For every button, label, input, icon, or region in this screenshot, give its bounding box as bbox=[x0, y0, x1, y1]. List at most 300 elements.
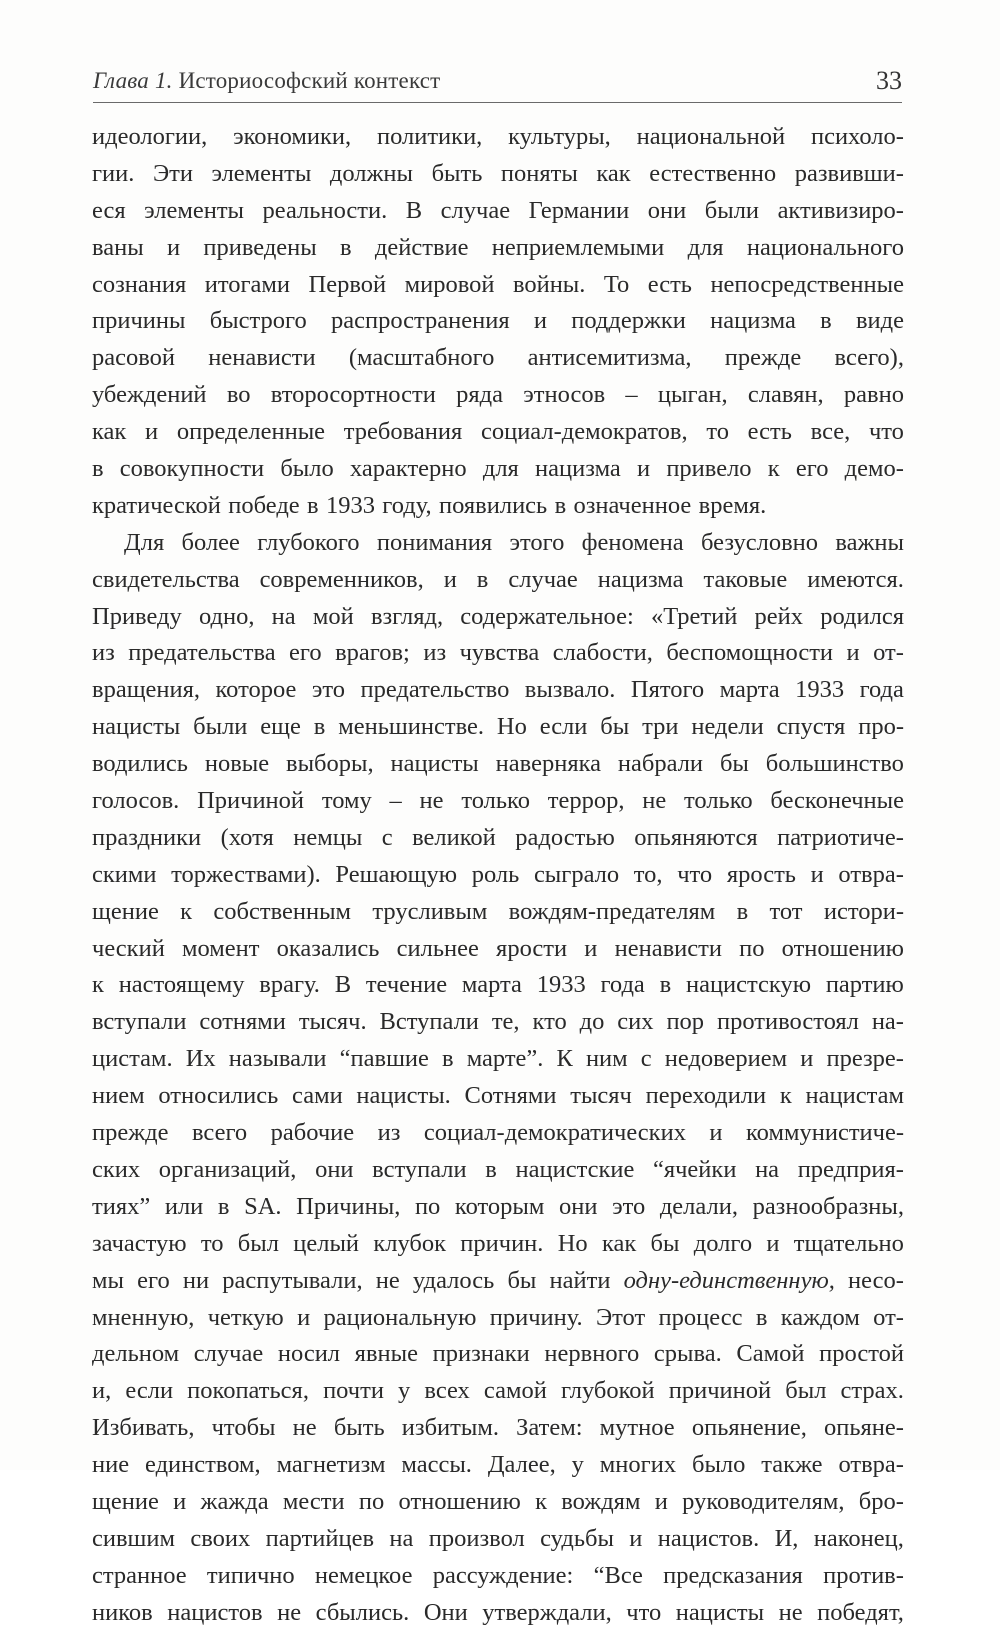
word: трусливым bbox=[372, 897, 488, 925]
word: нацисты bbox=[675, 1598, 765, 1626]
word: отвра- bbox=[838, 860, 904, 888]
word: сами bbox=[292, 1082, 343, 1110]
word: национального bbox=[746, 233, 904, 261]
word: они bbox=[558, 1192, 598, 1220]
word: в bbox=[217, 1192, 230, 1220]
word: патриотиче- bbox=[777, 823, 904, 851]
word: тиях” bbox=[92, 1192, 151, 1220]
word: типично bbox=[206, 1561, 295, 1589]
word: оказались bbox=[276, 934, 380, 962]
word: элементы bbox=[211, 159, 312, 187]
word: нацисты. bbox=[356, 1082, 451, 1110]
word: разнообразны, bbox=[752, 1192, 904, 1220]
word: партию bbox=[825, 971, 904, 999]
word: Вступали bbox=[379, 1008, 479, 1036]
word: по bbox=[739, 934, 765, 962]
word: активизиро- bbox=[777, 196, 904, 224]
word: и bbox=[709, 1119, 723, 1147]
word: Самой bbox=[736, 1340, 805, 1368]
word: не bbox=[642, 787, 667, 815]
word: цыган, bbox=[657, 381, 728, 409]
word: и bbox=[800, 1045, 814, 1073]
word: всего), bbox=[834, 344, 904, 372]
word: они bbox=[315, 1155, 354, 1183]
word: имеются. bbox=[807, 565, 904, 593]
word: в bbox=[485, 1155, 497, 1183]
word: как bbox=[92, 418, 127, 446]
word: Далее, bbox=[487, 1451, 556, 1479]
word: психоло- bbox=[810, 123, 904, 150]
word: ние bbox=[92, 1451, 130, 1479]
word: явные bbox=[354, 1340, 418, 1368]
word: года bbox=[859, 676, 904, 704]
word: победе bbox=[228, 491, 300, 519]
text-line bbox=[92, 967, 904, 1004]
word: ваны bbox=[92, 233, 144, 261]
word: единством, bbox=[145, 1451, 261, 1479]
word: должны bbox=[329, 159, 414, 187]
word: непосредственные bbox=[710, 270, 904, 298]
word: феномена bbox=[581, 528, 684, 556]
word: политики, bbox=[376, 123, 483, 150]
text-line bbox=[92, 599, 904, 636]
word: настоящему bbox=[118, 971, 245, 999]
word: Они bbox=[423, 1598, 468, 1626]
word: случае bbox=[193, 1340, 264, 1368]
word: тысяч. bbox=[298, 1008, 367, 1036]
word: то bbox=[706, 418, 729, 446]
word: не bbox=[419, 787, 444, 815]
word: также bbox=[761, 1451, 823, 1479]
text-line bbox=[92, 562, 904, 599]
word: его bbox=[137, 1266, 170, 1294]
text-line bbox=[92, 1447, 904, 1484]
word: что bbox=[868, 418, 904, 446]
word: поняты bbox=[500, 159, 578, 187]
word: которое bbox=[215, 676, 297, 704]
word: щение bbox=[92, 897, 159, 925]
word: Затем: bbox=[516, 1414, 583, 1442]
word: презре- bbox=[826, 1045, 904, 1073]
word: только bbox=[684, 787, 753, 815]
word: развивши- bbox=[794, 159, 904, 187]
word: кто bbox=[532, 1008, 567, 1036]
word: праздники bbox=[92, 823, 202, 851]
word: 1933 bbox=[325, 491, 375, 519]
word: бы bbox=[650, 1229, 680, 1257]
word: нацистов. bbox=[657, 1524, 760, 1552]
word: целый bbox=[293, 1229, 360, 1257]
word: тщательно bbox=[793, 1229, 904, 1257]
word: руководителям, bbox=[682, 1487, 845, 1515]
word: на bbox=[389, 1524, 414, 1552]
text-line bbox=[92, 931, 904, 968]
word: террор, bbox=[547, 787, 625, 815]
word: естественно bbox=[649, 159, 777, 187]
word: одно, bbox=[198, 602, 255, 630]
word: ненависти bbox=[614, 934, 722, 962]
word: то, bbox=[633, 860, 663, 888]
word: ни bbox=[182, 1266, 210, 1294]
word: этносов bbox=[523, 381, 606, 409]
text-line bbox=[92, 1189, 904, 1226]
word: социал-демократических bbox=[423, 1119, 686, 1147]
text-line bbox=[92, 857, 904, 894]
word: современников, bbox=[259, 565, 424, 593]
word: ярости bbox=[496, 934, 568, 962]
word: водились bbox=[92, 750, 188, 778]
word: этого bbox=[509, 528, 565, 556]
word: на- bbox=[871, 1008, 904, 1036]
word: отношению bbox=[398, 1487, 521, 1515]
word: мой bbox=[312, 602, 354, 630]
word: неприемлемыми bbox=[491, 233, 665, 261]
word: скими bbox=[92, 860, 157, 888]
text-line bbox=[92, 267, 904, 304]
word: переходили bbox=[645, 1082, 767, 1110]
text-line bbox=[92, 230, 904, 267]
word: гии. bbox=[92, 159, 135, 187]
word: если bbox=[539, 713, 588, 741]
word: одну-единственную, bbox=[623, 1266, 835, 1294]
word: в bbox=[340, 233, 352, 261]
word: характерно bbox=[349, 455, 467, 483]
word: спустя bbox=[776, 713, 846, 741]
word: торжествами). bbox=[171, 860, 321, 888]
word: требования bbox=[343, 418, 463, 446]
word: покопаться, bbox=[187, 1377, 309, 1405]
text-line bbox=[92, 635, 904, 672]
word: важны bbox=[835, 528, 904, 556]
word: элементы bbox=[144, 196, 245, 224]
text-line bbox=[92, 414, 904, 451]
word: “ячейки bbox=[652, 1155, 737, 1183]
word: бесконечные bbox=[770, 787, 904, 815]
word: три bbox=[642, 713, 679, 741]
word: истори- bbox=[823, 897, 904, 925]
word: избитым. bbox=[401, 1414, 499, 1442]
word: как bbox=[601, 1229, 637, 1257]
word: каждом bbox=[780, 1303, 860, 1331]
word: бы bbox=[719, 750, 749, 778]
word: отвра- bbox=[838, 1451, 904, 1479]
word: означенное bbox=[573, 491, 692, 519]
word: причин. bbox=[460, 1229, 544, 1257]
word: глубокого bbox=[257, 528, 360, 556]
word: по bbox=[414, 1192, 441, 1220]
word: или bbox=[164, 1192, 204, 1220]
word: отношению bbox=[781, 934, 904, 962]
word: случае bbox=[508, 565, 578, 593]
word: быть bbox=[333, 1414, 385, 1442]
word: Но bbox=[557, 1229, 588, 1257]
text-line bbox=[92, 1004, 904, 1041]
word: из bbox=[423, 639, 447, 667]
word: демо- bbox=[844, 455, 904, 483]
word: к bbox=[767, 455, 780, 483]
word: рабочие bbox=[270, 1119, 355, 1147]
word: в bbox=[755, 1303, 768, 1331]
word: Их bbox=[185, 1045, 216, 1073]
word: процесс bbox=[658, 1303, 743, 1331]
word: прежде bbox=[724, 344, 802, 372]
word: вступали bbox=[372, 1155, 467, 1183]
word: сих bbox=[617, 1008, 654, 1036]
word: итогами bbox=[204, 270, 291, 298]
word: и bbox=[584, 934, 598, 962]
word: причиной bbox=[668, 1377, 772, 1405]
text-line bbox=[92, 1484, 904, 1521]
word: что bbox=[626, 1598, 662, 1626]
word: марта bbox=[719, 676, 780, 704]
word: нацисты bbox=[390, 750, 479, 778]
word: в bbox=[313, 713, 326, 741]
word: причину. bbox=[489, 1303, 583, 1331]
word: 1933 bbox=[536, 971, 586, 999]
word: недели bbox=[691, 713, 764, 741]
word: Сотнями bbox=[464, 1082, 557, 1110]
word: есть bbox=[747, 418, 792, 446]
word: сившим bbox=[92, 1524, 176, 1552]
word: дельном bbox=[92, 1340, 180, 1368]
text-line bbox=[92, 1263, 904, 1300]
word: в bbox=[554, 491, 567, 519]
word: – bbox=[625, 381, 638, 409]
word: своих bbox=[190, 1524, 251, 1552]
word: для bbox=[482, 455, 519, 483]
word: идеологии, bbox=[92, 123, 208, 150]
word: славян, bbox=[747, 381, 824, 409]
word: собственным bbox=[213, 897, 352, 925]
word: страх. bbox=[840, 1377, 904, 1405]
word: SA. bbox=[244, 1192, 282, 1220]
word: нацистов bbox=[167, 1598, 263, 1626]
word: недоверием bbox=[664, 1045, 788, 1073]
word: всех bbox=[424, 1377, 470, 1405]
word: в bbox=[92, 455, 104, 483]
word: еще bbox=[260, 713, 301, 741]
word: и bbox=[766, 1229, 780, 1257]
word: родился bbox=[820, 602, 904, 630]
word: тому bbox=[321, 787, 372, 815]
text-line bbox=[92, 1595, 904, 1632]
text-line bbox=[92, 1410, 904, 1447]
word: культуры, bbox=[508, 123, 611, 150]
word: его bbox=[795, 455, 829, 483]
word: делали, bbox=[659, 1192, 738, 1220]
word: И, bbox=[774, 1524, 799, 1552]
word: вращения, bbox=[92, 676, 201, 704]
word: организаций, bbox=[158, 1155, 297, 1183]
word: в bbox=[442, 1045, 454, 1073]
word: и bbox=[173, 1487, 187, 1515]
word: вождям-предателям bbox=[508, 897, 716, 925]
word: и bbox=[297, 1303, 311, 1331]
text-line bbox=[92, 303, 904, 340]
text-line bbox=[92, 894, 904, 931]
word: равно bbox=[843, 381, 904, 409]
word: глубокой bbox=[560, 1377, 655, 1405]
word: наконец, bbox=[813, 1524, 904, 1552]
word: набрали bbox=[617, 750, 704, 778]
word: таковые bbox=[703, 565, 788, 593]
word: судьбы bbox=[540, 1524, 614, 1552]
word: признаки bbox=[432, 1340, 530, 1368]
word: безусловно bbox=[701, 528, 819, 556]
word: ненависти bbox=[208, 344, 316, 372]
word: привело bbox=[666, 455, 752, 483]
word: и bbox=[810, 860, 824, 888]
word: нервного bbox=[544, 1340, 640, 1368]
word: меньшинстве. bbox=[338, 713, 484, 741]
word: утверждали, bbox=[482, 1598, 612, 1626]
word: году, bbox=[382, 491, 432, 519]
text-line bbox=[92, 340, 904, 377]
word: понимания bbox=[376, 528, 493, 556]
word: к bbox=[779, 1082, 792, 1110]
word: к bbox=[92, 971, 104, 999]
text-line bbox=[92, 1300, 904, 1337]
word: причины bbox=[92, 307, 186, 335]
word: для bbox=[687, 233, 724, 261]
word: на bbox=[271, 602, 296, 630]
word: четкую bbox=[207, 1303, 284, 1331]
word: Этот bbox=[596, 1303, 646, 1331]
word: самой bbox=[483, 1377, 547, 1405]
page-number: 33 bbox=[876, 66, 902, 95]
word: те, bbox=[491, 1008, 520, 1036]
word: приведены bbox=[203, 233, 317, 261]
word: экономики, bbox=[233, 123, 352, 150]
word: рейх bbox=[754, 602, 804, 630]
word: ников bbox=[92, 1598, 153, 1626]
word: антисемитизма, bbox=[527, 344, 692, 372]
word: мести bbox=[282, 1487, 345, 1515]
text-line bbox=[92, 156, 904, 193]
word: 1933 bbox=[795, 676, 845, 704]
text-line bbox=[92, 820, 904, 857]
word: сотнями bbox=[199, 1008, 286, 1036]
word: как bbox=[596, 159, 631, 187]
word: убеждений bbox=[92, 381, 207, 409]
word: случае bbox=[440, 196, 511, 224]
word: есть bbox=[647, 270, 692, 298]
word: мы bbox=[92, 1266, 124, 1294]
word: течение bbox=[365, 971, 448, 999]
word: тот bbox=[769, 897, 803, 925]
word: удалось bbox=[412, 1266, 495, 1294]
word: и bbox=[443, 565, 457, 593]
word: социал-демократов, bbox=[480, 418, 688, 446]
text-line bbox=[92, 1521, 904, 1558]
word: по bbox=[358, 1487, 385, 1515]
word: Но bbox=[496, 713, 527, 741]
word: предсказания bbox=[663, 1561, 803, 1589]
text-line bbox=[92, 451, 904, 488]
word: врагов; bbox=[335, 639, 410, 667]
word: нацизма bbox=[710, 307, 796, 335]
word: от- bbox=[873, 1303, 904, 1331]
word: распутывали, bbox=[222, 1266, 363, 1294]
word: партийцев bbox=[265, 1524, 375, 1552]
word: нацисты bbox=[92, 713, 181, 741]
word: простой bbox=[819, 1340, 904, 1368]
word: победят, bbox=[817, 1598, 904, 1626]
word: голосов. bbox=[92, 787, 180, 815]
word: немцы bbox=[293, 823, 363, 851]
word: большинство bbox=[765, 750, 904, 778]
word: были bbox=[193, 713, 248, 741]
word: против- bbox=[823, 1561, 904, 1589]
word: и bbox=[145, 418, 159, 446]
word: опьяняются bbox=[634, 823, 758, 851]
word: все, bbox=[810, 418, 851, 446]
word: долго bbox=[693, 1229, 753, 1257]
word: из bbox=[92, 639, 115, 667]
word: противостоял bbox=[716, 1008, 859, 1036]
word: бы bbox=[600, 713, 630, 741]
word: взгляд, bbox=[370, 602, 444, 630]
word: к bbox=[535, 1487, 547, 1515]
text-line bbox=[92, 1336, 904, 1373]
word: пор bbox=[666, 1008, 705, 1036]
word: – bbox=[389, 787, 402, 815]
word: момент bbox=[181, 934, 260, 962]
word: нацизма bbox=[535, 455, 621, 483]
word: великой bbox=[412, 823, 496, 851]
word: беспомощности bbox=[666, 639, 834, 667]
word: прежде bbox=[92, 1119, 169, 1147]
word: действие bbox=[374, 233, 469, 261]
word: более bbox=[181, 528, 240, 556]
word: расовой bbox=[92, 344, 176, 372]
word: с bbox=[381, 823, 393, 851]
text-line bbox=[92, 119, 904, 156]
text-line bbox=[92, 746, 904, 783]
word: щение bbox=[92, 1487, 159, 1515]
word: в bbox=[659, 971, 672, 999]
word: в bbox=[307, 491, 319, 519]
word: Решающую bbox=[335, 860, 458, 888]
word: определенные bbox=[176, 418, 326, 446]
word: ских bbox=[92, 1155, 141, 1183]
word: роль bbox=[471, 860, 520, 888]
word: и, bbox=[92, 1377, 112, 1405]
word: вызвало. bbox=[524, 676, 616, 704]
word: (хотя bbox=[220, 823, 274, 851]
text-line bbox=[92, 1115, 904, 1152]
word: которым bbox=[454, 1192, 545, 1220]
word: Первой bbox=[308, 270, 387, 298]
word: «Третий bbox=[650, 602, 738, 630]
word: у bbox=[571, 1451, 584, 1479]
word: не bbox=[277, 1598, 302, 1626]
word: к bbox=[180, 897, 193, 925]
word: чтобы bbox=[211, 1414, 276, 1442]
word: содержательное: bbox=[460, 602, 634, 630]
word: был bbox=[237, 1229, 279, 1257]
word: нацизма bbox=[597, 565, 684, 593]
word: сбылись. bbox=[315, 1598, 410, 1626]
word: распространения bbox=[330, 307, 510, 335]
text-line bbox=[92, 709, 904, 746]
word: появились bbox=[439, 491, 548, 519]
word: многих bbox=[599, 1451, 677, 1479]
word: “Все bbox=[593, 1561, 643, 1589]
word: почти bbox=[323, 1377, 384, 1405]
word: рассуждение: bbox=[432, 1561, 574, 1589]
word: второсортности bbox=[270, 381, 436, 409]
